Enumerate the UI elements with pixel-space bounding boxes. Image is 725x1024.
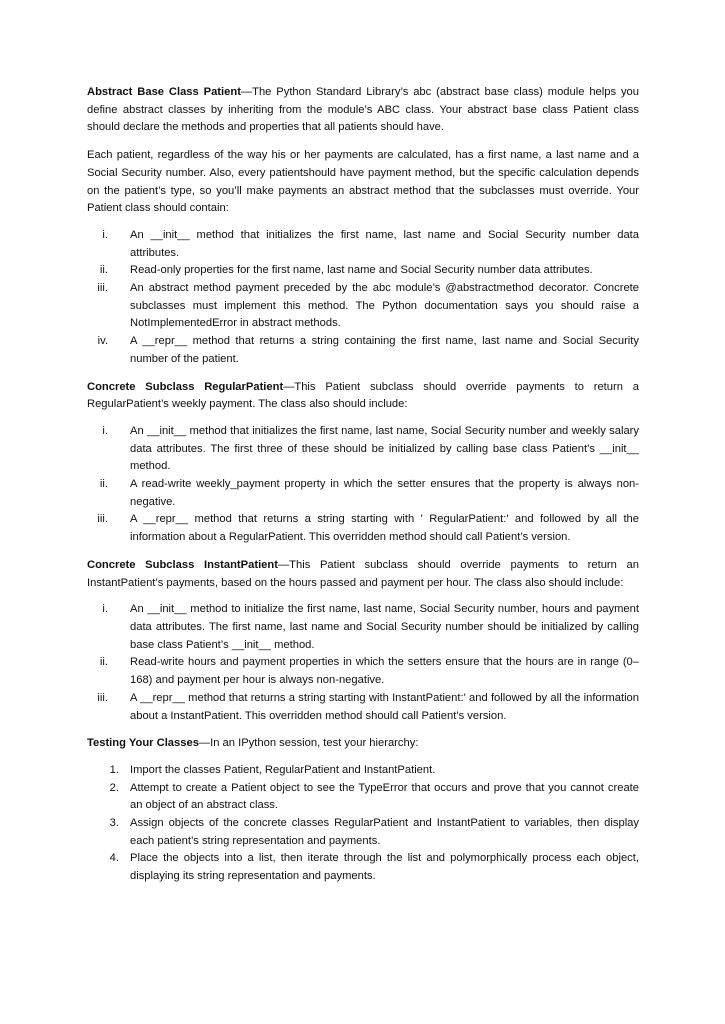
list-item (87, 423, 639, 476)
regular-heading: Concrete Subclass RegularPatient (87, 380, 284, 393)
regular-list (87, 423, 639, 547)
testing-list (87, 762, 639, 886)
list-text: Read-only properties for the first name, last name and Social Security number data attributes. (130, 264, 593, 277)
list-item (87, 511, 639, 546)
list-number: 4. (109, 852, 119, 865)
list-number: iii. (97, 691, 108, 704)
list-text: Assign objects of the concrete classes RegularPatient and InstantPatient to variables, then display each patient’s string representation and payments. (130, 817, 639, 847)
list-item (87, 654, 639, 689)
list-number: 3. (109, 817, 119, 830)
testing-intro: —In an IPython session, test your hierarchy: (198, 737, 419, 750)
testing-paragraph (87, 735, 639, 753)
list-item (87, 601, 639, 654)
list-text: An __init__ method that initializes the first name, last name and Social Security number data attributes. (130, 228, 639, 259)
list-number: 2. (109, 781, 119, 794)
list-item (87, 280, 639, 333)
list-number: i. (102, 603, 108, 616)
list-item (87, 815, 639, 850)
list-text: A __repr__ method that returns a string containing the first name, last name and Social Security number of the patient. (130, 335, 639, 365)
list-text: Read-write hours and payment properties in which the setters ensure that the hours are in range (0–168) and payment per hour is always non-negative. (130, 656, 639, 687)
list-text: An abstract method payment preceded by the abc module’s @abstractmethod decorator. Concrete subclasses must implement this method. The Python documentation says you should raise a NotImplementedError in abstract methods. (130, 282, 639, 330)
list-text: Attempt to create a Patient object to see the TypeError that occurs and prove that you cannot create an object of an abstract class. (130, 781, 639, 812)
abstract-paragraph (87, 84, 639, 137)
document-page (87, 84, 639, 886)
list-text: A __repr__ method that returns a string starting with ' RegularPatient:' and followed by all the information about a RegularPatient. This overridden method should call Patient’s version. (130, 513, 639, 544)
list-item (87, 850, 639, 885)
list-item (87, 762, 639, 780)
list-text: An __init__ method that initializes the first name, last name, Social Security number and weekly salary data attributes. The first three of these should be initialized by calling base class Patient’s __init__ method. (130, 424, 639, 473)
list-text: A read-write weekly_payment property in which the setter ensures that the property is always non-negative. (130, 478, 639, 508)
list-text: Place the objects into a list, then iterate through the list and polymorphically process each object, displaying its string representation and payments. (130, 852, 639, 883)
list-number: i. (102, 228, 108, 241)
list-number: i. (102, 424, 108, 437)
regular-intro: —This Patient subclass should override payments to return a RegularPatient’s weekly payment. The class also should include: (87, 380, 639, 411)
list-number: ii. (99, 656, 108, 669)
list-item (87, 227, 639, 262)
list-text: Import the classes Patient, RegularPatient and InstantPatient. (130, 763, 436, 776)
list-number: iii. (97, 513, 108, 526)
list-text: An __init__ method to initialize the first name, last name, Social Security number, hours and payment data attributes. The first name, last name and Social Security number should be initialized by calling base class Patient’s __init__ method. (130, 603, 639, 651)
instant-paragraph (87, 557, 639, 592)
list-item (87, 780, 639, 815)
list-item (87, 476, 639, 511)
instant-heading: Concrete Subclass InstantPatient (87, 558, 278, 571)
list-number: iv. (97, 335, 108, 348)
list-item (87, 333, 639, 368)
testing-heading: Testing Your Classes (87, 737, 199, 750)
instant-list (87, 601, 639, 725)
list-number: 1. (109, 763, 119, 776)
abstract-heading: Abstract Base Class Patient (87, 86, 241, 98)
list-text: A __repr__ method that returns a string starting with InstantPatient:' and followed by all the information about a InstantPatient. This overridden method should call Patient’s version. (130, 691, 639, 722)
abstract-intro: —The Python Standard Library’s abc (abstract base class) module helps you define abstract classes by inheriting from the module’s ABC class. Your abstract base class Patient class should declare the methods and properties that all patients should have. (87, 86, 639, 134)
list-item (87, 262, 639, 280)
instant-intro: —This Patient subclass should override payments to return an InstantPatient’s payments, based on the hours passed and payment per hour. The class also should include: (87, 558, 640, 589)
list-number: ii. (99, 264, 108, 277)
list-number: iii. (97, 282, 108, 295)
list-item (87, 690, 639, 725)
abstract-detail: Each patient, regardless of the way his or her payments are calculated, has a first name, a last name and a Social Security number. Also, every patientshould have payment method, but the specific calculation depends on the patient’s type, so you’ll make payments an abstract method that the subclasses must override. Your Patient class should contain: (87, 149, 639, 215)
abstract-list (87, 227, 639, 369)
list-number: ii. (99, 478, 108, 491)
regular-paragraph (87, 379, 639, 414)
